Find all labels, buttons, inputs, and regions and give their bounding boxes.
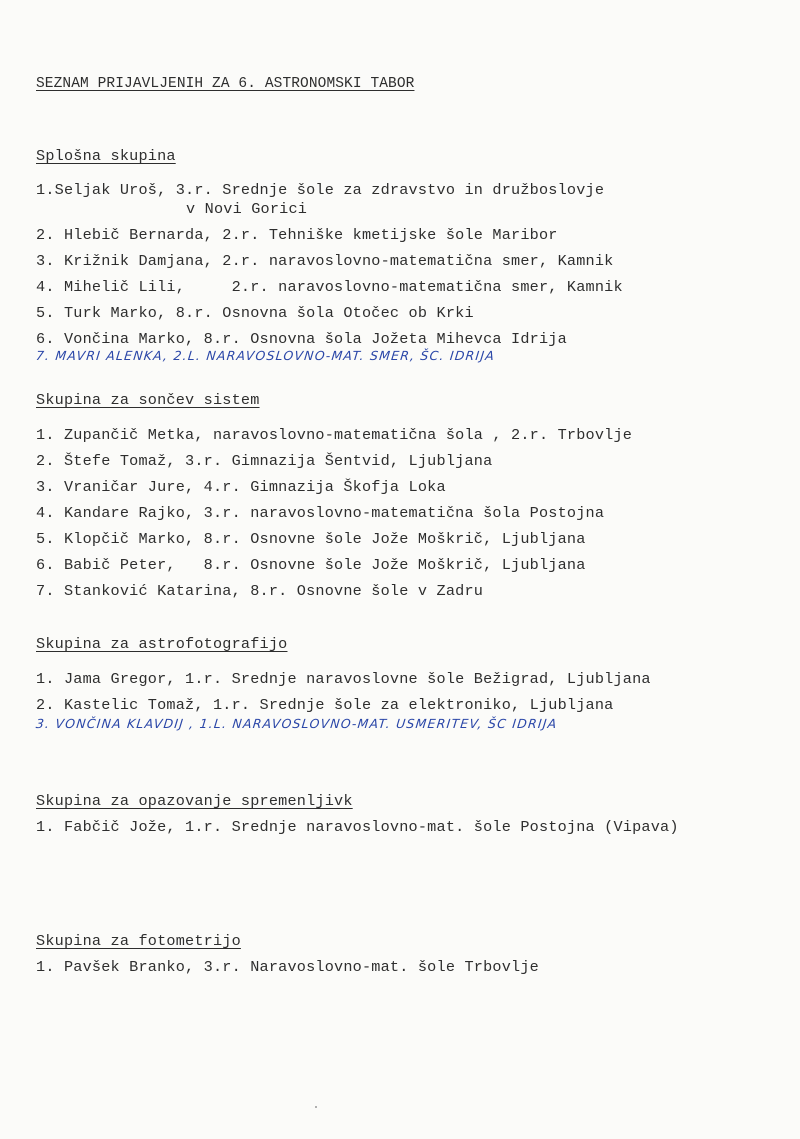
handwritten-entry: 3. VONČINA KLAVDIJ , 1.L. NARAVOSLOVNO-MAT. USMERITEV, ŠC IDRIJA <box>35 716 559 731</box>
list-item: 4. Kandare Rajko, 3.r. naravoslovno-matematična šola Postojna <box>36 504 605 522</box>
list-item: 2. Štefe Tomaž, 3.r. Gimnazija Šentvid, Ljubljana <box>36 452 493 470</box>
list-item: 3. Vraničar Jure, 4.r. Gimnazija Škofja Loka <box>36 478 446 496</box>
section-heading-fotometrija: Skupina za fotometrijo <box>36 932 241 950</box>
list-item: 1.Seljak Uroš, 3.r. Srednje šole za zdravstvo in družboslovje <box>36 181 605 199</box>
list-item: 3. Križnik Damjana, 2.r. naravoslovno-matematična smer, Kamnik <box>36 252 614 270</box>
list-item-continuation: v Novi Gorici <box>186 200 308 218</box>
list-item: 1. Zupančič Metka, naravoslovno-matematična šola , 2.r. Trbovlje <box>36 426 633 444</box>
list-item: 6. Babič Peter, 8.r. Osnovne šole Jože Moškrič, Ljubljana <box>36 556 586 574</box>
list-item: 5. Klopčič Marko, 8.r. Osnovne šole Jože Moškrič, Ljubljana <box>36 530 586 548</box>
list-item: 2. Kastelic Tomaž, 1.r. Srednje šole za elektroniko, Ljubljana <box>36 696 614 714</box>
document-title: SEZNAM PRIJAVLJENIH ZA 6. ASTRONOMSKI TABOR <box>36 76 415 92</box>
list-item: 1. Pavšek Branko, 3.r. Naravoslovno-mat. šole Trbovlje <box>36 958 539 976</box>
list-item: 2. Hlebič Bernarda, 2.r. Tehniške kmetijske šole Maribor <box>36 226 558 244</box>
section-heading-splosna: Splošna skupina <box>36 147 176 165</box>
section-heading-astrofotografija: Skupina za astrofotografijo <box>36 635 288 653</box>
section-heading-soncev-sistem: Skupina za sončev sistem <box>36 391 260 409</box>
list-item: 6. Vončina Marko, 8.r. Osnovna šola Jožeta Mihevca Idrija <box>36 330 567 348</box>
list-item: 7. Stanković Katarina, 8.r. Osnovne šole v Zadru <box>36 582 484 600</box>
section-heading-spremenljivke: Skupina za opazovanje spremenljivk <box>36 792 353 810</box>
list-item: 1. Jama Gregor, 1.r. Srednje naravoslovne šole Bežigrad, Ljubljana <box>36 670 651 688</box>
paper-speck <box>315 1106 317 1108</box>
list-item: 4. Mihelič Lili, 2.r. naravoslovno-matematična smer, Kamnik <box>36 278 623 296</box>
list-item: 1. Fabčič Jože, 1.r. Srednje naravoslovno-mat. šole Postojna (Vipava) <box>36 818 679 836</box>
list-item: 5. Turk Marko, 8.r. Osnovna šola Otočec ob Krki <box>36 304 474 322</box>
handwritten-entry: 7. MAVRI ALENKA, 2.L. NARAVOSLOVNO-MAT. SMER, ŠC. IDRIJA <box>35 348 496 363</box>
